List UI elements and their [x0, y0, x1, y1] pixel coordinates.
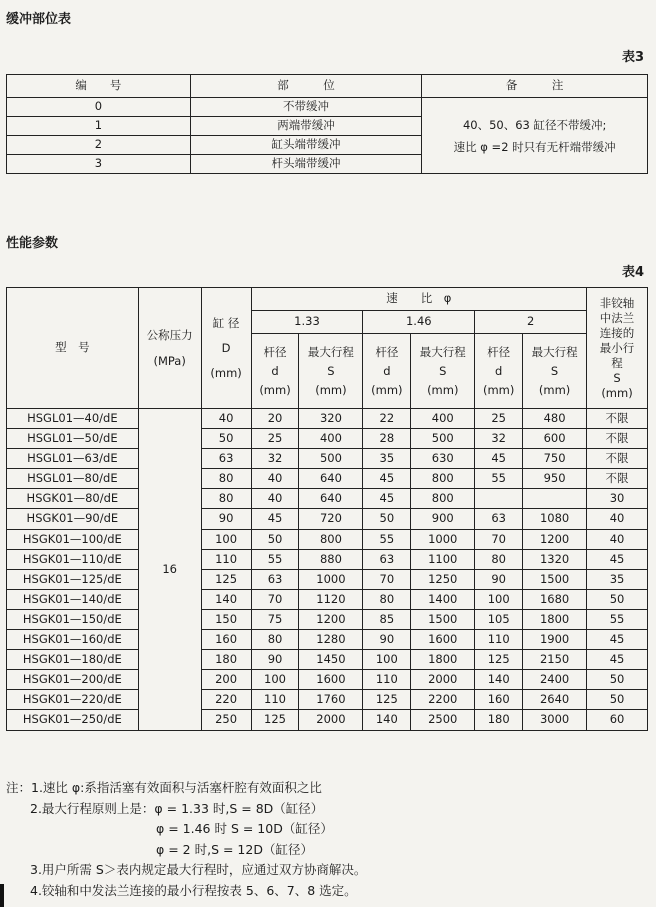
- section-title-performance: 性能参数: [6, 236, 59, 251]
- cell-min-stroke: 50: [587, 670, 648, 690]
- stroke-header-unit: (mm): [315, 382, 347, 397]
- min-stroke-header-6: S: [613, 370, 621, 385]
- table-row: [7, 98, 648, 117]
- cell-rod-2: 45: [475, 449, 523, 469]
- cell-model: HSGL01—40/dE: [7, 409, 139, 429]
- cell-stroke-1-33: 720: [299, 509, 363, 529]
- rod-header-unit: (mm): [259, 382, 291, 397]
- cell-stroke-1-46: 800: [411, 489, 475, 509]
- cell-stroke-1-33: 1000: [299, 569, 363, 589]
- stroke-header-a: [299, 334, 363, 409]
- cell-rod-1-33: 125: [251, 710, 299, 730]
- ratio-header-1-46: 1.46: [363, 311, 475, 334]
- cell-min-stroke: 60: [587, 710, 648, 730]
- table-row: [7, 529, 648, 549]
- cell-rod-1-46: 85: [363, 609, 411, 629]
- rod-header-label: 杆径: [487, 344, 511, 359]
- cell-model: HSGK01—160/dE: [7, 630, 139, 650]
- cell-position: 缸头端带缓冲: [190, 136, 422, 155]
- column-header-model: 型 号: [7, 288, 139, 409]
- cell-stroke-2: 950: [523, 469, 587, 489]
- cell-stroke-1-33: 2000: [299, 710, 363, 730]
- table-row: [7, 409, 648, 429]
- cell-stroke-1-33: 1120: [299, 589, 363, 609]
- table-row: [7, 630, 648, 650]
- cell-rod-2: 110: [475, 630, 523, 650]
- cell-stroke-2: 750: [523, 449, 587, 469]
- cell-model: HSGK01—200/dE: [7, 670, 139, 690]
- cell-rod-2: 32: [475, 429, 523, 449]
- rod-header-label: 杆径: [263, 344, 287, 359]
- stroke-header-label: 最大行程: [531, 344, 578, 359]
- cell-min-stroke: 不限: [587, 469, 648, 489]
- cell-rod-2: 70: [475, 529, 523, 549]
- cell-position: 两端带缓冲: [190, 117, 422, 136]
- table-row: [7, 569, 648, 589]
- column-header-speed-ratio: 速 比 φ: [251, 288, 586, 311]
- cell-position: 不带缓冲: [190, 98, 422, 117]
- column-header-position: 部 位: [190, 75, 422, 98]
- cell-min-stroke: 35: [587, 569, 648, 589]
- cell-min-stroke: 不限: [587, 429, 648, 449]
- table-row: [7, 670, 648, 690]
- ratio-header-1-33: 1.33: [251, 311, 363, 334]
- cell-rod-2: 105: [475, 609, 523, 629]
- cell-min-stroke: 50: [587, 690, 648, 710]
- cell-rod-1-46: 22: [363, 409, 411, 429]
- cell-bore: 63: [201, 449, 251, 469]
- cell-rod-1-33: 20: [251, 409, 299, 429]
- cell-stroke-1-46: 800: [411, 469, 475, 489]
- min-stroke-header-3: 连接的: [599, 325, 635, 340]
- table-row: [7, 589, 648, 609]
- cell-rod-1-33: 45: [251, 509, 299, 529]
- note-1: 注：1.速比 φ:系指活塞有效面积与活塞杆腔有效面积之比: [6, 780, 322, 795]
- rod-header-b: [363, 334, 411, 409]
- cell-rod-1-33: 80: [251, 630, 299, 650]
- cell-pressure: 16: [138, 409, 201, 731]
- remark-line-1: 40、50、63 缸径不带缓冲;: [462, 117, 607, 132]
- stroke-header-symbol: S: [327, 363, 335, 378]
- min-stroke-header-5: 程: [611, 355, 623, 370]
- cell-stroke-2: 1320: [523, 549, 587, 569]
- cell-min-stroke: 40: [587, 509, 648, 529]
- table-row: [7, 489, 648, 509]
- cell-rod-1-33: 55: [251, 549, 299, 569]
- cell-rod-1-33: 40: [251, 469, 299, 489]
- table-row: [7, 549, 648, 569]
- cell-stroke-1-33: 640: [299, 469, 363, 489]
- cell-rod-2: 90: [475, 569, 523, 589]
- cell-stroke-1-46: 1100: [411, 549, 475, 569]
- cell-stroke-1-46: 2500: [411, 710, 475, 730]
- note-2b: φ = 1.46 时 S = 10D（缸径）: [156, 821, 333, 836]
- cell-model: HSGK01—250/dE: [7, 710, 139, 730]
- cell-bore: 220: [201, 690, 251, 710]
- cell-stroke-1-33: 1760: [299, 690, 363, 710]
- cell-rod-1-46: 35: [363, 449, 411, 469]
- cell-rod-1-46: 63: [363, 549, 411, 569]
- cell-model: HSGK01—180/dE: [7, 650, 139, 670]
- rod-header-unit: (mm): [482, 382, 515, 397]
- cell-stroke-1-33: 1200: [299, 609, 363, 629]
- bore-header-label: 缸 径: [212, 315, 240, 330]
- note-2c: φ = 2 时,S = 12D（缸径）: [156, 841, 313, 857]
- cell-min-stroke: 不限: [587, 409, 648, 429]
- cell-rod-1-33: 110: [251, 690, 299, 710]
- cell-rod-2: [475, 489, 523, 509]
- cell-stroke-2: 480: [523, 409, 587, 429]
- cell-rod-2: 25: [475, 409, 523, 429]
- cell-stroke-2: 1500: [523, 569, 587, 589]
- cell-model: HSGK01—80/dE: [7, 489, 139, 509]
- cell-code: 3: [7, 155, 191, 174]
- cell-stroke-1-46: 900: [411, 509, 475, 529]
- cell-min-stroke: 55: [587, 609, 648, 629]
- stroke-header-unit: (mm): [538, 382, 571, 397]
- stroke-header-b: [411, 334, 475, 409]
- table-row: [7, 690, 648, 710]
- stroke-header-label: 最大行程: [419, 344, 466, 359]
- cell-stroke-2: 1800: [523, 609, 587, 629]
- pressure-header-label: 公称压力: [146, 328, 193, 342]
- cell-bore: 140: [201, 589, 251, 609]
- cell-stroke-1-46: 1800: [411, 650, 475, 670]
- cell-min-stroke: 45: [587, 630, 648, 650]
- cell-rod-1-33: 50: [251, 529, 299, 549]
- cell-rod-1-33: 32: [251, 449, 299, 469]
- column-header-code: 编 号: [7, 75, 191, 98]
- cell-stroke-1-33: 880: [299, 549, 363, 569]
- cell-stroke-2: 1680: [523, 589, 587, 609]
- cell-rod-1-46: 140: [363, 710, 411, 730]
- cell-rod-1-46: 125: [363, 690, 411, 710]
- table-row: [7, 710, 648, 730]
- cell-rod-1-46: 50: [363, 509, 411, 529]
- cell-bore: 125: [201, 569, 251, 589]
- cell-rod-1-33: 100: [251, 670, 299, 690]
- cell-stroke-1-46: 1500: [411, 609, 475, 629]
- rod-header-symbol: d: [495, 363, 503, 378]
- cell-min-stroke: 30: [587, 489, 648, 509]
- cell-min-stroke: 不限: [587, 449, 648, 469]
- min-stroke-header-7: (mm): [601, 385, 633, 400]
- cell-bore: 100: [201, 529, 251, 549]
- cell-rod-1-46: 70: [363, 569, 411, 589]
- page-edge-mark: [0, 884, 4, 907]
- cell-model: HSGL01—50/dE: [7, 429, 139, 449]
- cell-code: 2: [7, 136, 191, 155]
- note-2: 2.最大行程原则上是：φ = 1.33 时,S = 8D（缸径）: [30, 800, 324, 816]
- cell-stroke-1-33: 640: [299, 489, 363, 509]
- cell-rod-1-46: 45: [363, 469, 411, 489]
- cell-rod-2: 100: [475, 589, 523, 609]
- rod-header-symbol: d: [383, 363, 391, 378]
- cell-stroke-1-33: 800: [299, 529, 363, 549]
- pressure-header-unit: (MPa): [153, 354, 186, 368]
- cell-rod-2: 125: [475, 650, 523, 670]
- cell-rod-1-46: 28: [363, 429, 411, 449]
- cell-stroke-1-46: 1600: [411, 630, 475, 650]
- cell-bore: 90: [201, 509, 251, 529]
- cell-model: HSGK01—100/dE: [7, 529, 139, 549]
- cell-stroke-1-46: 1000: [411, 529, 475, 549]
- cell-min-stroke: 45: [587, 549, 648, 569]
- cell-remark: [422, 98, 648, 174]
- cell-min-stroke: 40: [587, 529, 648, 549]
- cell-stroke-1-33: 500: [299, 449, 363, 469]
- rod-header-c: [475, 334, 523, 409]
- cell-model: HSGK01—125/dE: [7, 569, 139, 589]
- table-label-4: 表4: [622, 265, 645, 280]
- cell-rod-1-46: 80: [363, 589, 411, 609]
- remark-line-2: 速比 φ =2 时只有无杆端带缓冲: [453, 139, 616, 154]
- performance-table: [6, 287, 648, 731]
- note-4: 4.铰轴和中发法兰连接的最小行程按表 5、6、7、8 选定。: [30, 882, 357, 898]
- section-title-cushion: 缓冲部位表: [6, 12, 72, 27]
- performance-table-body: [7, 409, 648, 731]
- notes: [6, 778, 366, 901]
- cell-rod-1-46: 90: [363, 630, 411, 650]
- cell-model: HSGL01—80/dE: [7, 469, 139, 489]
- cell-stroke-1-46: 1250: [411, 569, 475, 589]
- cell-stroke-2: 600: [523, 429, 587, 449]
- cell-stroke-1-46: 500: [411, 429, 475, 449]
- min-stroke-header-1: 非铰轴: [599, 295, 635, 310]
- cell-code: 1: [7, 117, 191, 136]
- cell-stroke-2: 2640: [523, 690, 587, 710]
- column-header-min-stroke: [587, 288, 648, 409]
- table-row: [7, 509, 648, 529]
- cell-stroke-1-33: 1280: [299, 630, 363, 650]
- cell-rod-1-46: 110: [363, 670, 411, 690]
- cell-rod-1-33: 90: [251, 650, 299, 670]
- cell-rod-2: 180: [475, 710, 523, 730]
- cell-bore: 80: [201, 469, 251, 489]
- cell-bore: 150: [201, 609, 251, 629]
- cell-min-stroke: 45: [587, 650, 648, 670]
- cell-bore: 180: [201, 650, 251, 670]
- cell-bore: 110: [201, 549, 251, 569]
- table-row: [7, 609, 648, 629]
- cell-bore: 250: [201, 710, 251, 730]
- cushion-position-table: [6, 74, 648, 174]
- cell-model: HSGK01—220/dE: [7, 690, 139, 710]
- cell-model: HSGK01—140/dE: [7, 589, 139, 609]
- cell-stroke-1-33: 1450: [299, 650, 363, 670]
- table-row: [7, 650, 648, 670]
- cell-rod-2: 160: [475, 690, 523, 710]
- cell-rod-1-46: 45: [363, 489, 411, 509]
- cell-model: HSGK01—110/dE: [7, 549, 139, 569]
- cell-stroke-2: 1080: [523, 509, 587, 529]
- cell-model: HSGK01—150/dE: [7, 609, 139, 629]
- cell-rod-2: 63: [475, 509, 523, 529]
- table-label-3: 表3: [622, 50, 645, 65]
- cell-stroke-2: 1900: [523, 630, 587, 650]
- cell-stroke-1-46: 2200: [411, 690, 475, 710]
- cell-model: HSGL01—63/dE: [7, 449, 139, 469]
- cell-rod-2: 55: [475, 469, 523, 489]
- ratio-header-2: 2: [475, 311, 587, 334]
- cell-code: 0: [7, 98, 191, 117]
- bore-header-unit: (mm): [210, 365, 242, 380]
- table-row: [7, 469, 648, 489]
- cell-stroke-1-46: 400: [411, 409, 475, 429]
- cell-position: 杆头端带缓冲: [190, 155, 422, 174]
- rod-header-unit: (mm): [371, 382, 403, 397]
- column-header-pressure: [138, 288, 201, 409]
- min-stroke-header-2: 中法兰: [599, 310, 635, 325]
- rod-header-a: [251, 334, 299, 409]
- cell-bore: 40: [201, 409, 251, 429]
- stroke-header-symbol: S: [439, 363, 447, 378]
- cell-stroke-2: [523, 489, 587, 509]
- stroke-header-symbol: S: [550, 363, 559, 378]
- cell-bore: 160: [201, 630, 251, 650]
- cell-min-stroke: 50: [587, 589, 648, 609]
- cell-rod-1-46: 55: [363, 529, 411, 549]
- cell-stroke-2: 2400: [523, 670, 587, 690]
- note-3: 3.用户所需 S＞表内规定最大行程时，应通过双方协商解决。: [30, 862, 367, 877]
- cell-rod-2: 140: [475, 670, 523, 690]
- cell-stroke-1-33: 1600: [299, 670, 363, 690]
- cell-rod-1-33: 40: [251, 489, 299, 509]
- cell-rod-1-33: 75: [251, 609, 299, 629]
- cell-stroke-2: 1200: [523, 529, 587, 549]
- cell-rod-2: 80: [475, 549, 523, 569]
- table-row: [7, 449, 648, 469]
- cell-rod-1-33: 25: [251, 429, 299, 449]
- column-header-remark: 备 注: [422, 75, 648, 98]
- cell-stroke-1-46: 630: [411, 449, 475, 469]
- stroke-header-c: [523, 334, 587, 409]
- bore-header-symbol: D: [221, 340, 231, 355]
- cell-stroke-1-46: 2000: [411, 670, 475, 690]
- cell-stroke-1-33: 320: [299, 409, 363, 429]
- cell-bore: 200: [201, 670, 251, 690]
- cell-model: HSGK01—90/dE: [7, 509, 139, 529]
- stroke-header-label: 最大行程: [307, 344, 354, 359]
- cell-stroke-2: 3000: [523, 710, 587, 730]
- rod-header-label: 杆径: [375, 344, 399, 359]
- cell-stroke-2: 2150: [523, 650, 587, 670]
- cell-rod-1-46: 100: [363, 650, 411, 670]
- cell-bore: 50: [201, 429, 251, 449]
- cell-stroke-1-46: 1400: [411, 589, 475, 609]
- min-stroke-header-4: 最小行: [599, 340, 635, 355]
- cell-bore: 80: [201, 489, 251, 509]
- column-header-bore: [201, 288, 251, 409]
- cell-stroke-1-33: 400: [299, 429, 363, 449]
- table-row: [7, 429, 648, 449]
- rod-header-symbol: d: [271, 363, 279, 378]
- stroke-header-unit: (mm): [427, 382, 459, 397]
- cell-rod-1-33: 63: [251, 569, 299, 589]
- cell-rod-1-33: 70: [251, 589, 299, 609]
